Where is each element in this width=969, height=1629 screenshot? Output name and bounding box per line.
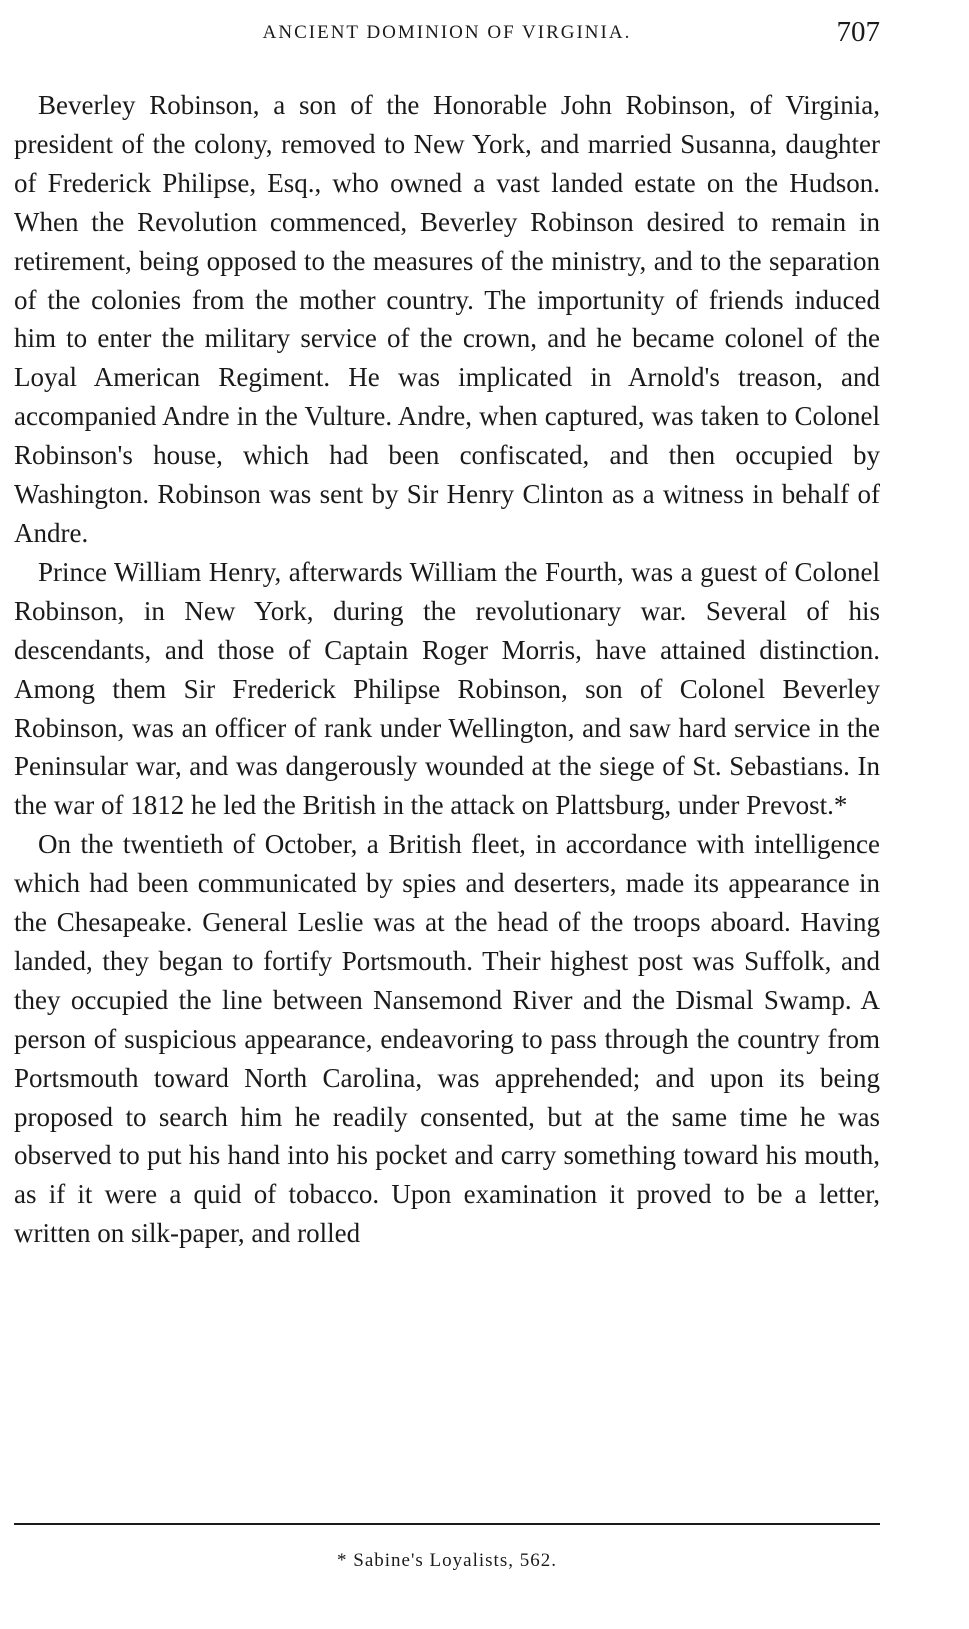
paragraph-prince-william: Prince William Henry, afterwards William the Fourth, was a guest of Colonel Robinson, in New York, during the revolutionary war. Several of his descendants, and those of Captain Roger Morris, have attained distinction. Among them Sir Frederick Philipse Robinson, son of Colonel Beverley Robinson, was an officer of rank under Wellington, and saw hard service in the Peninsular war, and was dangerously wounded at the siege of St. Sebastians. In the war of 1812 he led the British in the attack on Plattsburg, under Prevost.* (14, 556, 880, 821)
body-text (14, 86, 880, 1253)
running-head (14, 16, 880, 52)
footnote-divider (14, 1523, 880, 1525)
running-title: ANCIENT DOMINION OF VIRGINIA. (262, 22, 632, 43)
page-number: 707 (836, 16, 880, 48)
footnote: * Sabine's Loyalists, 562. (337, 1550, 557, 1571)
paragraph-british-fleet: On the twentieth of October, a British fleet, in accordance with intelligence which had been communicated by spies and deserters, made its appearance in the Chesapeake. General Leslie was at the head of the troops aboard. Having landed, they began to fortify Portsmouth. Their highest post was Suffolk, and they occupied the line between Nansemond River and the Dismal Swamp. A person of suspicious appearance, endeavoring to pass through the country from Portsmouth toward North Carolina, was apprehended; and upon its being proposed to search him he readily consented, but at the same time he was observed to put his hand into his pocket and carry something toward his mouth, as if it were a quid of tobacco. Upon examination it proved to be a letter, written on silk-paper, and rolled (14, 829, 880, 1249)
paragraph-robinson: Beverley Robinson, a son of the Honorable John Robinson, of Virginia, president of the colony, removed to New York, and married Susanna, daughter of Frederick Philipse, Esq., who owned a vast landed estate on the Hudson. When the Revolution commenced, Beverley Robinson desired to remain in retirement, being opposed to the measures of the ministry, and to the separation of the colonies from the mother country. The importunity of friends induced him to enter the military service of the crown, and he became colonel of the Loyal American Regiment. He was implicated in Arnold's treason, and accompanied Andre in the Vulture. Andre, when captured, was taken to Colonel Robinson's house, which had been confiscated, and then occupied by Washington. Robinson was sent by Sir Henry Clinton as a witness in behalf of Andre. (14, 90, 880, 548)
